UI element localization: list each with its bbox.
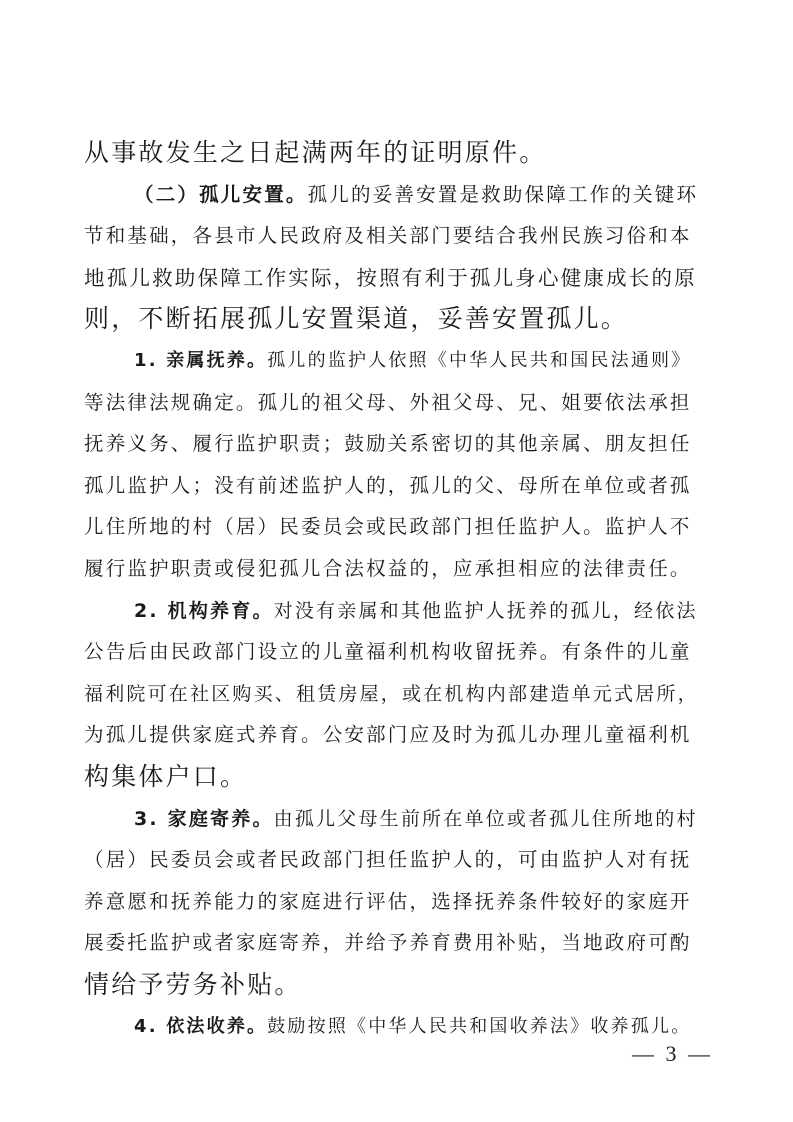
line-text: 对没有亲属和其他监护人抚养的孤儿，经依法 (273, 600, 698, 622)
line-text: 履行监护职责或侵犯孤儿合法权益的，应承担相应的法律责任。 (84, 557, 692, 580)
line-text: 从事故发生之日起满两年的证明原件。 (84, 138, 547, 167)
line-text: 地孤儿救助保障工作实际，按照有利于孤儿身心健康成长的原 (84, 266, 697, 290)
body-line (84, 221, 704, 251)
line-text: 展委托监护或者家庭寄养，并给予养育费用补贴，当地政府可酌 (84, 931, 692, 954)
section-heading: 1. 亲属抚养。 (134, 350, 268, 371)
body-line (84, 845, 704, 875)
body-line (134, 346, 704, 376)
body-line (84, 720, 704, 750)
section-heading: （二）孤儿安置。 (134, 183, 308, 206)
body-line (84, 554, 704, 584)
body-line (84, 263, 704, 293)
body-line (84, 928, 704, 958)
body-line (134, 180, 704, 210)
line-text: 孤儿的监护人依照《中华人民共和国民法通则》 (267, 350, 692, 371)
line-text: 节和基础，各县市人民政府及相关部门要结合我州民族习俗和本 (84, 224, 692, 247)
body-line (134, 1012, 704, 1042)
body-line (84, 637, 704, 667)
body-line (84, 762, 704, 792)
line-text: 由孤儿父母生前所在单位或者孤儿住所地的村 (273, 808, 698, 830)
line-text: 等法律法规确定。孤儿的祖父母、外祖父母、兄、姐要依法承担 (84, 391, 692, 414)
line-text: 孤儿监护人；没有前述监护人的，孤儿的父、母所在单位或者孤 (84, 474, 692, 497)
section-heading: 2. 机构养育。 (134, 600, 274, 622)
line-text: 抚养义务、履行监护职责；鼓励关系密切的其他亲属、朋友担任 (84, 432, 692, 455)
body-line (84, 304, 704, 334)
line-text: 构集体户口。 (84, 762, 248, 791)
body-line (84, 429, 704, 459)
line-text: （居）民委员会或者民政部门担任监护人的，可由监护人对有抚 (84, 848, 692, 871)
body-line (134, 596, 704, 626)
body-line (84, 679, 704, 709)
body-line (84, 970, 704, 1000)
line-text: 鼓励按照《中华人民共和国收养法》收养孤儿。 (267, 1016, 692, 1037)
line-text: 则，不断拓展孤儿安置渠道，妥善安置孤儿。 (84, 304, 629, 333)
line-text: 情给予劳务补贴。 (84, 970, 302, 999)
line-text: 为孤儿提供家庭式养育。公安部门应及时为孤儿办理儿童福利机 (84, 723, 692, 746)
body-line (84, 471, 704, 501)
page-number: — 3 — (632, 1041, 713, 1066)
line-text: 孤儿的妥善安置是救助保障工作的关键环 (307, 183, 699, 206)
body-line (84, 512, 704, 542)
body-line (84, 887, 704, 917)
body-line (134, 804, 704, 834)
body-line (84, 388, 704, 418)
line-text: 儿住所地的村（居）民委员会或民政部门担任监护人。监护人不 (84, 515, 692, 538)
line-text: 养意愿和抚养能力的家庭进行评估，选择抚养条件较好的家庭开 (84, 890, 692, 913)
line-text: 福利院可在社区购买、租赁房屋，或在机构内部建造单元式居所， (84, 683, 699, 705)
body-line (84, 138, 704, 168)
section-heading: 4. 依法收养。 (134, 1016, 268, 1037)
section-heading: 3. 家庭寄养。 (134, 808, 274, 830)
line-text: 公告后由民政部门设立的儿童福利机构收留抚养。有条件的儿童 (84, 640, 692, 663)
